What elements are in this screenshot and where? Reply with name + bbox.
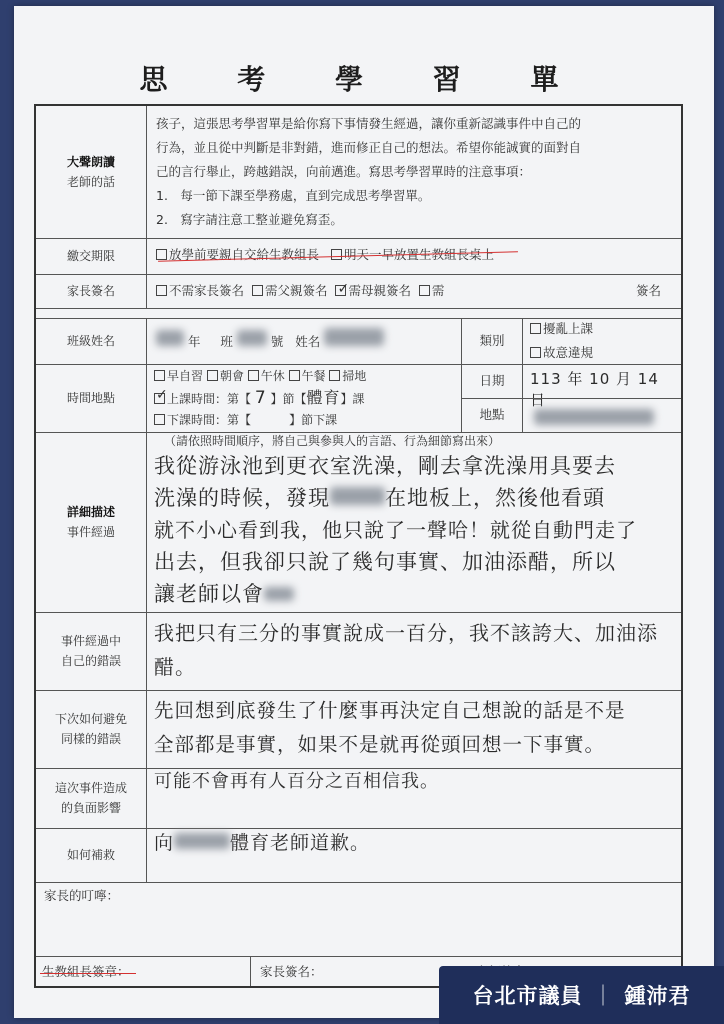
check-mark-icon: ✓ bbox=[156, 387, 168, 403]
teacher-words-sublabel: 老師的話 bbox=[66, 175, 115, 189]
time-option: 午休 bbox=[260, 369, 285, 383]
handwritten-line: 向 bbox=[154, 832, 175, 854]
break-end-text: 】節下課 bbox=[289, 413, 338, 427]
redacted-grade bbox=[156, 330, 184, 346]
checkbox[interactable] bbox=[248, 370, 259, 381]
teacher-paragraph bbox=[156, 112, 675, 238]
class-name-label: 班級姓名 bbox=[36, 318, 147, 364]
details-content bbox=[154, 432, 677, 612]
handwritten-line: 讓老師以會 bbox=[154, 582, 264, 606]
seat-no-text: 號 bbox=[270, 334, 284, 349]
teacher-paragraph-line: 孩子，這張思考學習單是給你寫下事情發生經過，讓你重新認識事件中自己的 bbox=[156, 116, 582, 131]
remedy-handwriting bbox=[154, 828, 677, 882]
impact-handwriting: 可能不會再有人百分之百相信我。 bbox=[154, 771, 439, 792]
rule-item-2: 2. 寫字請注意工整並避免寫歪。 bbox=[156, 212, 343, 227]
period-separator: 】節【 bbox=[270, 392, 307, 406]
redacted-place bbox=[534, 409, 654, 425]
type-options bbox=[530, 317, 677, 364]
details-handwriting bbox=[154, 450, 677, 610]
deadline-option-2: 明天一早放置生教組長桌上 bbox=[343, 247, 494, 262]
checkbox[interactable] bbox=[419, 285, 430, 296]
checkbox[interactable] bbox=[207, 370, 218, 381]
checkbox[interactable] bbox=[252, 285, 263, 296]
deadline-row bbox=[36, 238, 681, 275]
mistake-label-line: 事件經過中 bbox=[60, 634, 121, 648]
details-instruction: （請依照時間順序，將自己與參與人的言語、行為細節寫出來） bbox=[164, 434, 501, 448]
deadline-checkbox-2[interactable] bbox=[331, 249, 342, 260]
redacted-name bbox=[324, 328, 384, 346]
handwritten-line: 全部都是事實，如果不是就再從頭回想一下事實。 bbox=[154, 733, 606, 756]
mistake-row bbox=[36, 612, 681, 691]
checkbox[interactable] bbox=[154, 370, 165, 381]
class-end-text: 】課 bbox=[340, 392, 365, 406]
handwritten-line: 先回想到底發生了什麼事再決定自己想說的話是不是 bbox=[154, 699, 626, 722]
checkbox-checked[interactable] bbox=[335, 281, 350, 297]
avoid-label-line: 同樣的錯誤 bbox=[60, 732, 121, 746]
sign-suffix: 簽名 bbox=[635, 283, 661, 298]
deadline-checkbox-1[interactable] bbox=[156, 249, 167, 260]
remedy-row bbox=[36, 828, 681, 883]
worksheet-paper bbox=[14, 6, 714, 1018]
impact-label-line: 這次事件造成 bbox=[54, 781, 127, 795]
type-label: 類別 bbox=[479, 333, 505, 348]
details-row bbox=[36, 432, 681, 613]
checkbox[interactable] bbox=[530, 347, 541, 358]
checkbox[interactable] bbox=[289, 370, 300, 381]
handwritten-line: 體育老師道歉。 bbox=[230, 832, 371, 854]
teacher-paragraph-line: 己的言行舉止，跨越錯誤，向前邁進。寫思考學習單時的注意事項： bbox=[156, 164, 532, 179]
place-value-cell bbox=[522, 398, 681, 432]
time-place-row bbox=[36, 364, 681, 433]
handwritten-line: 我從游泳池到更衣室洗澡，剛去拿洗澡用具要去 bbox=[154, 454, 616, 478]
place-label: 地點 bbox=[479, 407, 505, 422]
time-option: 早自習 bbox=[167, 369, 204, 383]
details-label-line: 詳細描述 bbox=[66, 505, 115, 519]
class-period-value: 7 bbox=[254, 388, 267, 408]
worksheet-table bbox=[34, 104, 683, 988]
impact-label-line: 的負面影響 bbox=[60, 801, 121, 815]
councilor-banner bbox=[439, 966, 724, 1024]
mistake-label-line: 自己的錯誤 bbox=[60, 654, 121, 668]
class-subject-value: 體育 bbox=[306, 388, 341, 407]
parent-sign-option: 需父親簽名 bbox=[264, 283, 328, 298]
remedy-label: 如何補救 bbox=[36, 828, 147, 882]
parent-sign-option: 需 bbox=[431, 283, 445, 298]
teacher-paragraph-line: 行為，並且從中判斷是非對錯，進而修正自己的想法。希望你能誠實的面對自 bbox=[156, 140, 582, 155]
time-option: 午餐 bbox=[301, 369, 326, 383]
checkbox[interactable] bbox=[156, 285, 167, 296]
banner-title: 台北市議員 bbox=[472, 984, 583, 1008]
deadline-label: 繳交期限 bbox=[36, 238, 147, 274]
details-label-line: 事件經過 bbox=[66, 525, 115, 539]
teacher-words-row bbox=[36, 106, 681, 239]
class-name-fields bbox=[156, 328, 456, 364]
time-option: 掃地 bbox=[342, 369, 367, 383]
checkbox[interactable] bbox=[530, 323, 541, 334]
checkbox[interactable] bbox=[154, 414, 165, 425]
parent-sign-option: 需母親簽名 bbox=[348, 283, 411, 298]
parent-sign-row bbox=[36, 274, 681, 309]
redacted-class bbox=[237, 330, 267, 346]
red-strike-line bbox=[40, 973, 136, 974]
handwritten-line: 我把只有三分的事實說成一百分，我不該誇大、加油添 bbox=[154, 621, 658, 645]
mistake-handwriting bbox=[154, 616, 677, 690]
handwritten-line: 醋。 bbox=[154, 655, 196, 679]
time-option: 朝會 bbox=[219, 369, 244, 383]
worksheet-title: 思 考 學 習 單 bbox=[139, 63, 589, 96]
class-time-text: 上課時間：第【 bbox=[167, 392, 252, 406]
divider bbox=[522, 318, 523, 364]
avoid-handwriting bbox=[154, 694, 677, 768]
break-time-text: 下課時間：第【 bbox=[167, 413, 252, 427]
type-option-disrupt: 擾亂上課 bbox=[543, 321, 594, 336]
parent-sign-label: 家長簽名 bbox=[36, 274, 147, 308]
handwritten-line: 出去，但我卻只說了幾句事實、加油添醋，所以 bbox=[154, 550, 616, 574]
type-option-violation: 故意違規 bbox=[543, 345, 594, 360]
details-label bbox=[36, 432, 147, 612]
date-label: 日期 bbox=[462, 364, 522, 399]
redacted-text bbox=[264, 587, 294, 601]
avoid-label bbox=[36, 690, 147, 768]
avoid-label-line: 下次如何避免 bbox=[54, 712, 127, 726]
parent-signature-label: 家長簽名： bbox=[260, 964, 323, 979]
time-place-label: 時間地點 bbox=[36, 364, 147, 432]
class-text: 班 bbox=[220, 334, 233, 349]
mistake-label bbox=[36, 612, 147, 690]
handwritten-line: 就不小心看到我，他只說了一聲哈！就從自動門走了 bbox=[154, 518, 637, 542]
divider bbox=[250, 956, 251, 986]
banner-name: 鍾沛君 bbox=[624, 984, 691, 1008]
parent-sign-option: 不需家長簽名 bbox=[169, 283, 245, 298]
avoid-row bbox=[36, 690, 681, 769]
date-value: 113 年 10 月 14 日 bbox=[530, 370, 659, 409]
parent-note-row bbox=[36, 882, 681, 957]
redacted-name bbox=[330, 487, 385, 505]
impact-label bbox=[36, 768, 147, 828]
stamp-label: 生教組長簽章： bbox=[42, 964, 130, 979]
parent-note-label: 家長的叮嚀： bbox=[44, 888, 120, 903]
class-name-row bbox=[36, 318, 681, 365]
read-aloud-label: 大聲朗讀 bbox=[66, 155, 115, 169]
redacted-name bbox=[174, 833, 230, 849]
handwritten-line: 洗澡的時候，發現 bbox=[154, 486, 330, 510]
parent-sign-options bbox=[156, 279, 675, 308]
impact-row bbox=[36, 768, 681, 829]
checkbox[interactable] bbox=[329, 370, 340, 381]
year-text: 年 bbox=[187, 334, 201, 349]
check-mark-icon: ✓ bbox=[337, 281, 350, 297]
teacher-words-label bbox=[36, 106, 147, 238]
banner-separator: ｜ bbox=[592, 984, 615, 1008]
rule-item-1: 1. 每一節下課至學務處，直到完成思考學習單。 bbox=[156, 188, 431, 203]
handwritten-line: 在地板上，然後他看頭 bbox=[385, 486, 605, 510]
time-options bbox=[154, 366, 459, 432]
deadline-option-1: 放學前要親自交給生教組長 bbox=[169, 247, 320, 262]
name-text: 姓名 bbox=[295, 334, 321, 349]
checkbox-checked[interactable] bbox=[154, 387, 168, 404]
